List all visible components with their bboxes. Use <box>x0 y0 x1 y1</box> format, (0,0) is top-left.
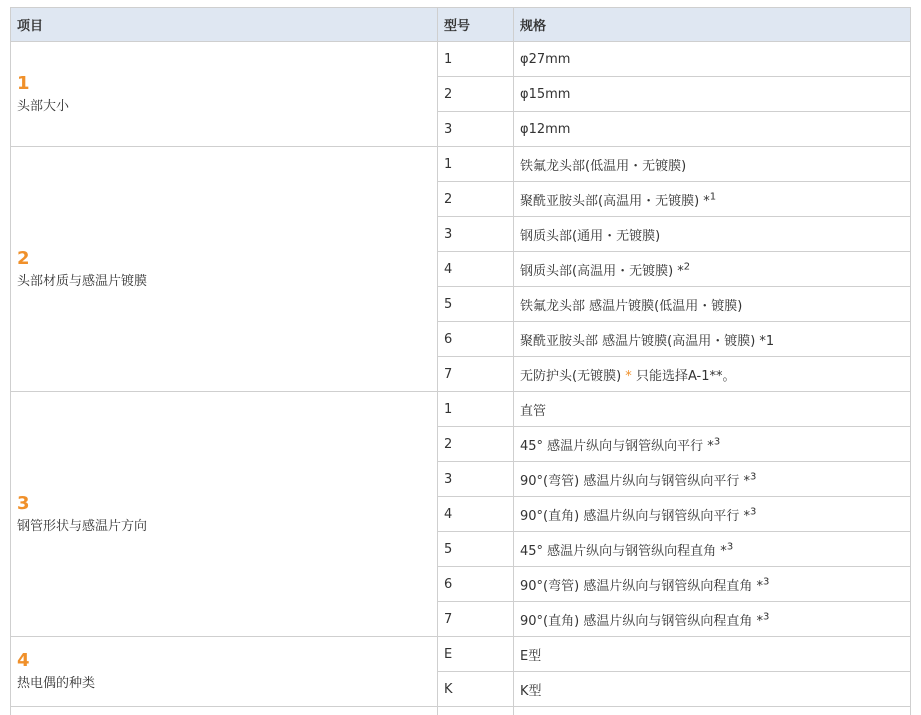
spec-cell <box>514 357 911 392</box>
footnote-ref: 3 <box>749 506 757 518</box>
footnote-ref: 3 <box>762 576 770 588</box>
spec-text: 90°(直角) 感温片纵向与钢管纵向平行 * <box>520 508 750 524</box>
spec-cell <box>514 462 911 497</box>
model-code-cell: E <box>438 637 514 672</box>
empty-cell <box>438 707 514 715</box>
item-number: 3 <box>17 492 30 514</box>
footnote-ref: 1 <box>709 191 717 203</box>
spec-text: φ15mm <box>520 86 571 102</box>
model-code-cell: 6 <box>438 322 514 357</box>
spec-cell <box>514 392 911 427</box>
spec-cell <box>514 287 911 322</box>
spec-cell <box>514 252 911 287</box>
item-label: 头部材质与感温片镀膜 <box>17 273 148 289</box>
item-label: 钢管形状与感温片方向 <box>17 518 148 534</box>
spec-cell <box>514 322 911 357</box>
table-row <box>11 637 911 672</box>
spec-cell <box>514 672 911 707</box>
table-row <box>11 392 911 427</box>
spec-cell <box>514 182 911 217</box>
model-code-cell: 1 <box>438 392 514 427</box>
spec-text: 钢质头部(通用・无镀膜) <box>520 228 661 244</box>
table-row <box>11 707 911 715</box>
spec-text: 45° 感温片纵向与钢管纵向程直角 * <box>520 543 727 559</box>
spec-text: 90°(弯管) 感温片纵向与钢管纵向平行 * <box>520 473 750 489</box>
header-model: 型号 <box>438 8 514 42</box>
model-code-cell: 2 <box>438 77 514 112</box>
spec-note: 只能选择A-1**。 <box>635 368 736 384</box>
header-spec: 规格 <box>514 8 911 42</box>
model-code-cell: 7 <box>438 357 514 392</box>
table-row <box>11 147 911 182</box>
spec-table <box>10 7 911 715</box>
footnote-ref: 2 <box>683 261 691 273</box>
item-label: 热电偶的种类 <box>17 676 96 691</box>
footnote-ref: 3 <box>762 611 770 623</box>
model-code-cell: 7 <box>438 602 514 637</box>
model-code-cell: 5 <box>438 287 514 322</box>
spec-cell <box>514 497 911 532</box>
table-body <box>11 42 911 715</box>
header-item: 项目 <box>11 8 438 42</box>
spec-cell <box>514 567 911 602</box>
footnote-ref: 3 <box>749 471 757 483</box>
spec-cell <box>514 77 911 112</box>
footnote-ref: 3 <box>713 436 721 448</box>
spec-cell <box>514 147 911 182</box>
spec-cell <box>514 637 911 672</box>
model-code-cell: 4 <box>438 497 514 532</box>
spec-text: 铁氟龙头部(低温用・无镀膜) <box>520 158 687 174</box>
model-code-cell: 3 <box>438 112 514 147</box>
model-code-cell: 2 <box>438 427 514 462</box>
item-cell <box>11 147 438 392</box>
spec-cell <box>514 217 911 252</box>
footnote-ref: 3 <box>726 541 734 553</box>
spec-text: 90°(直角) 感温片纵向与钢管纵向程直角 * <box>520 613 763 629</box>
spec-text: K型 <box>520 683 542 699</box>
item-number: 4 <box>17 650 30 671</box>
spec-cell <box>514 602 911 637</box>
spec-text: 90°(弯管) 感温片纵向与钢管纵向程直角 * <box>520 578 763 594</box>
model-code-cell: 5 <box>438 532 514 567</box>
spec-cell <box>514 532 911 567</box>
spec-text: φ12mm <box>520 121 571 137</box>
spec-cell <box>514 112 911 147</box>
spec-text: 聚酰亚胺头部 感温片镀膜(高温用・镀膜) *1 <box>520 333 775 349</box>
spec-text: E型 <box>520 648 542 664</box>
spec-text: 聚酰亚胺头部(高温用・无镀膜) * <box>520 193 710 209</box>
item-number: 1 <box>17 72 30 94</box>
model-code-cell: 1 <box>438 42 514 77</box>
spec-text: 45° 感温片纵向与钢管纵向平行 * <box>520 438 714 454</box>
spec-text: 直管 <box>520 403 547 419</box>
header-row <box>11 8 911 42</box>
model-code-cell: 1 <box>438 147 514 182</box>
item-number: 2 <box>17 247 30 269</box>
spec-text: 钢质头部(高温用・无镀膜) * <box>520 263 684 279</box>
model-code-cell: 3 <box>438 462 514 497</box>
item-label: 头部大小 <box>17 98 70 114</box>
table-row <box>11 42 911 77</box>
star-mark: * <box>625 368 632 384</box>
model-code-cell: 4 <box>438 252 514 287</box>
item-cell <box>11 42 438 147</box>
spec-text: 无防护头(无镀膜) <box>520 368 622 384</box>
empty-cell <box>514 707 911 715</box>
model-code-cell: K <box>438 672 514 707</box>
item-cell <box>11 392 438 637</box>
spec-text: 铁氟龙头部 感温片镀膜(低温用・镀膜) <box>520 298 743 314</box>
model-code-cell: 6 <box>438 567 514 602</box>
model-code-cell: 3 <box>438 217 514 252</box>
spec-cell <box>514 427 911 462</box>
spec-text: φ27mm <box>520 51 571 67</box>
spec-cell <box>514 42 911 77</box>
empty-cell <box>11 707 438 715</box>
item-cell <box>11 637 438 707</box>
model-code-cell: 2 <box>438 182 514 217</box>
